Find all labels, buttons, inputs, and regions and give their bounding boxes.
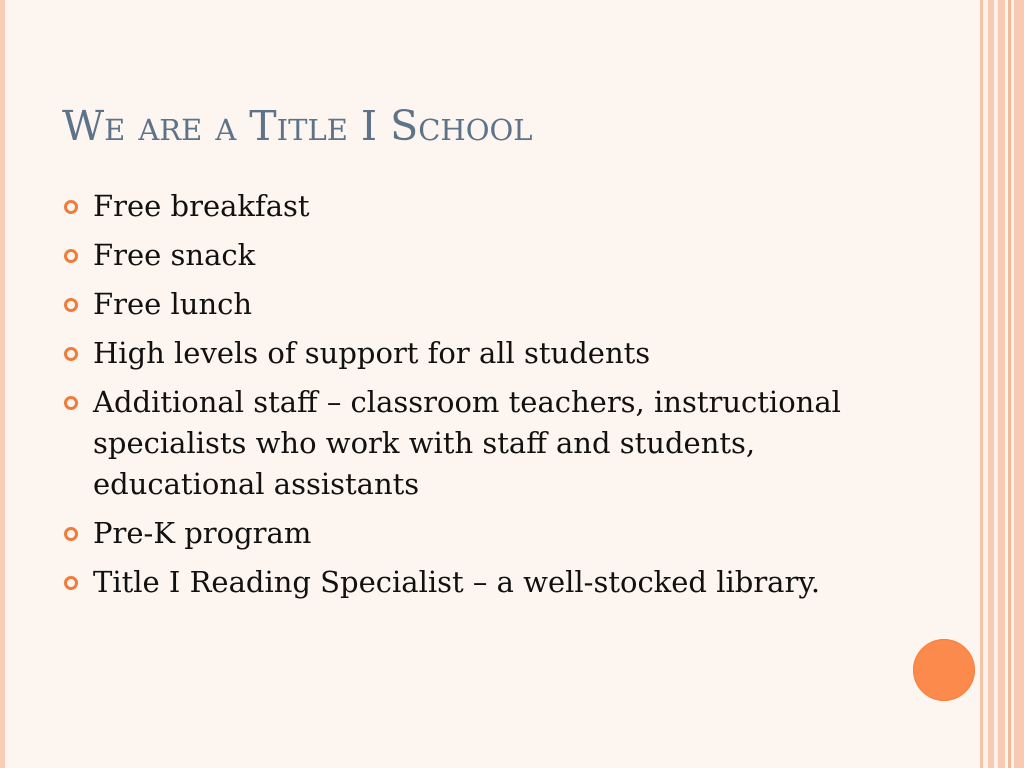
- list-item: [62, 186, 882, 227]
- bullet-text: High levels of support for all students: [93, 336, 651, 370]
- orange-circle-decoration: [913, 639, 975, 701]
- bullet-text: Free lunch: [93, 287, 253, 321]
- right-border-stripe: [1014, 0, 1024, 768]
- bullet-text: Free breakfast: [93, 189, 310, 223]
- bullet-text: Free snack: [93, 238, 256, 272]
- bullet-list: [62, 186, 882, 611]
- ring-bullet-icon: [64, 396, 78, 410]
- slide-title: We are a Title I School: [62, 102, 533, 150]
- list-item: [62, 235, 882, 276]
- right-border-stripe: [998, 0, 1005, 768]
- list-item: [62, 382, 882, 505]
- list-item: [62, 562, 882, 603]
- ring-bullet-icon: [64, 200, 78, 214]
- list-item: [62, 513, 882, 554]
- bullet-text: Additional staff – classroom teachers, instructional specialists who work with staff and students, educational assistants: [93, 385, 841, 501]
- bullet-text: Title I Reading Specialist – a well-stocked library.: [93, 565, 821, 599]
- ring-bullet-icon: [64, 298, 78, 312]
- bullet-text: Pre-K program: [93, 516, 312, 550]
- ring-bullet-icon: [64, 576, 78, 590]
- ring-bullet-icon: [64, 249, 78, 263]
- ring-bullet-icon: [64, 527, 78, 541]
- left-border-stripe: [0, 0, 5, 768]
- list-item: [62, 284, 882, 325]
- list-item: [62, 333, 882, 374]
- ring-bullet-icon: [64, 347, 78, 361]
